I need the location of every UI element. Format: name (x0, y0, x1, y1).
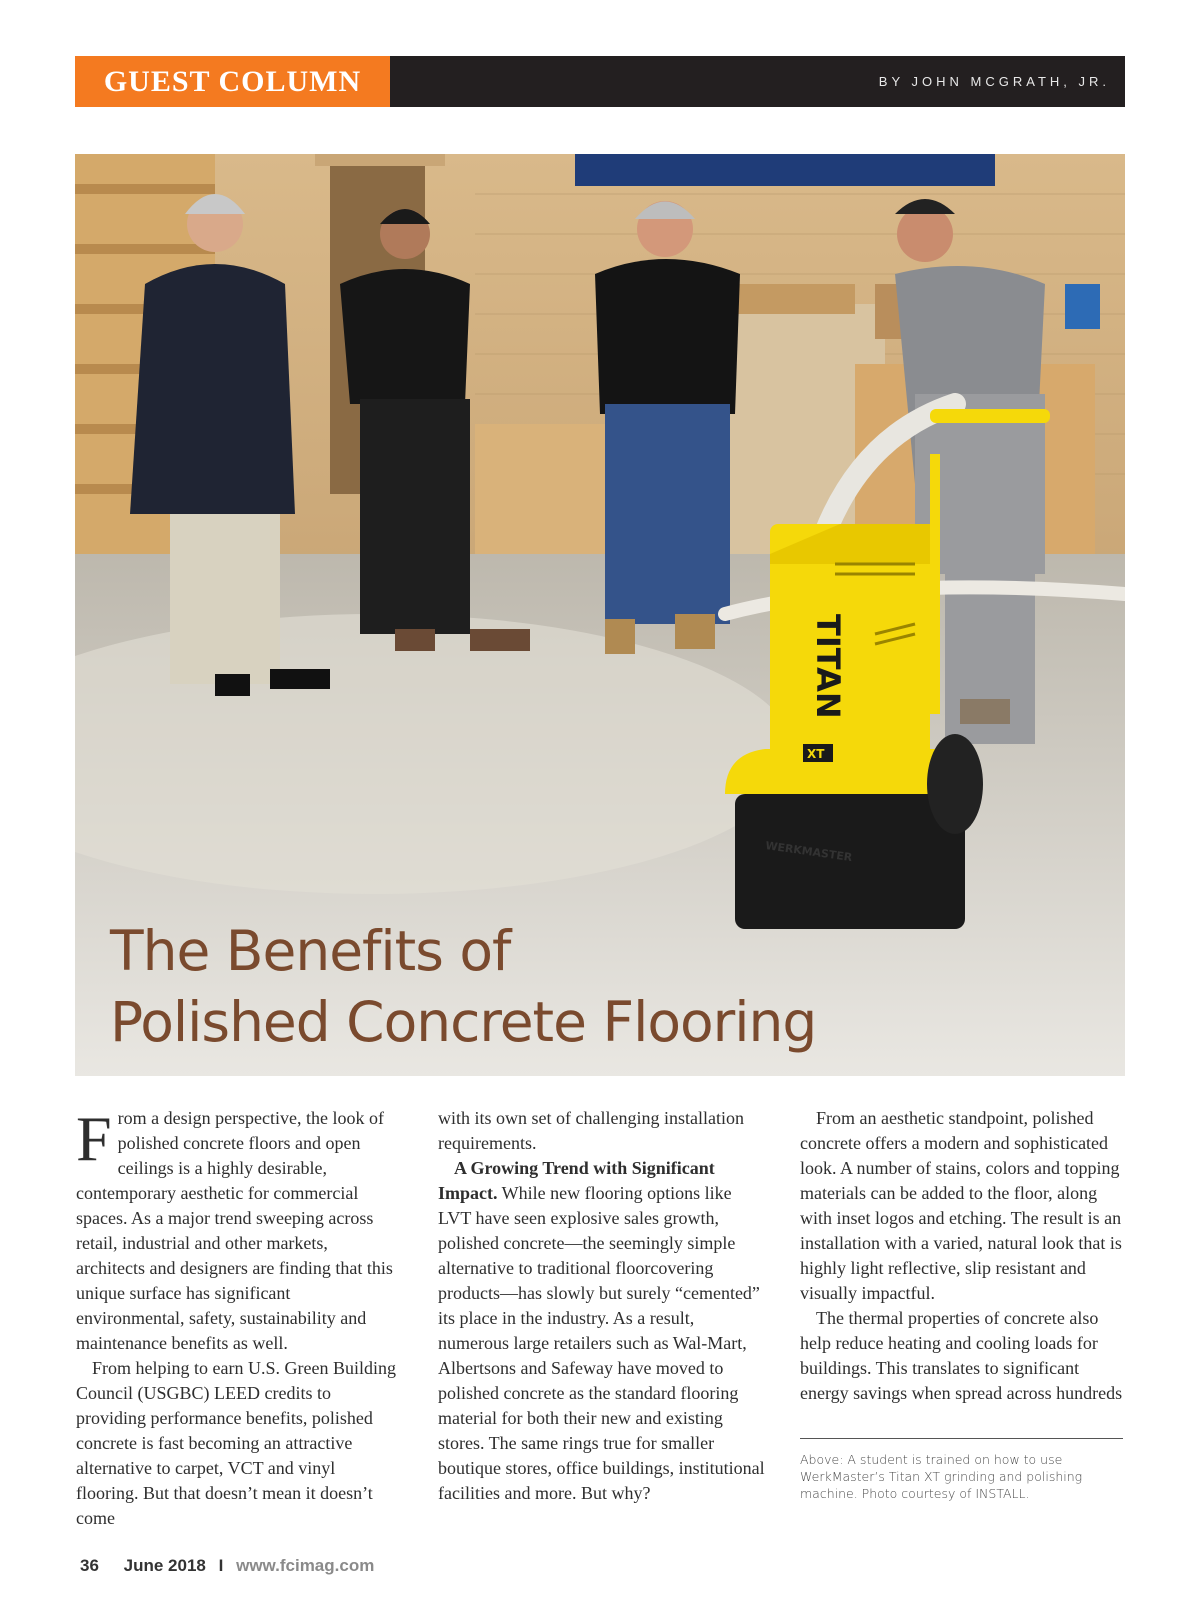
footer-separator: I (218, 1556, 224, 1575)
section-tag: GUEST COLUMN (75, 56, 390, 107)
feature-photo (75, 154, 1125, 1076)
caption-divider (800, 1438, 1123, 1439)
paragraph: From an aesthetic standpoint, polished concrete offers a modern and sophisticated look. A number of stains, colors and topping materials can be added to the floor, along with inset logos and etching. The result is an installation with a varied, natural look that is highly light reflective, slip resistant and visually impactful. (800, 1108, 1122, 1303)
article-column-2 (438, 1106, 768, 1506)
photo-illustration (75, 154, 1125, 1076)
headline-line-2: Polished Concrete Flooring (110, 990, 817, 1054)
paragraph-text: rom a design perspective, the look of polished concrete floors and open ceilings is a highly desirable, contemporary aesthetic for commercial spaces. As a major trend sweeping across retail, industrial and other markets, architects and designers are finding that this unique surface has significant environmental, safety, sustainability and maintenance benefits as well. (76, 1108, 393, 1353)
photo-caption: Above: A student is trained on how to use WerkMaster’s Titan XT grinding and polishing machine. Photo courtesy of INSTALL. (800, 1452, 1083, 1501)
page-footer (80, 1556, 374, 1576)
paragraph: The thermal properties of concrete also help reduce heating and cooling loads for buildings. This translates to significant energy savings when spread across hundreds (800, 1308, 1123, 1403)
article-column-3 (800, 1106, 1125, 1406)
paragraph-text: While new flooring options like LVT have seen explosive sales growth, polished concrete—the seemingly simple alternative to traditional floorcovering products—has slowly but surely “cemented” its place in the industry. As a result, numerous large retailers such as Wal-Mart, Albertsons and Safeway have moved to polished concrete as the standard flooring material for both their new and existing stores. The same rings true for smaller boutique stores, office buildings, institutional facilities and more. But why? (438, 1183, 765, 1503)
paragraph (438, 1156, 768, 1506)
website-link[interactable]: www.fcimag.com (236, 1556, 375, 1575)
drop-cap: F (76, 1103, 112, 1174)
page-number: 36 (80, 1556, 99, 1575)
article-column-1 (76, 1103, 401, 1531)
headline-line-1: The Benefits of (110, 919, 511, 983)
machine-model-label: XT (807, 747, 825, 761)
paragraph: with its own set of challenging installation requirements. (438, 1108, 744, 1153)
byline: BY JOHN MCGRATH, JR. (878, 74, 1110, 89)
article-headline (110, 916, 816, 1058)
machine-brand-label: TITAN (809, 614, 847, 719)
paragraph (76, 1103, 401, 1356)
paragraph: From helping to earn U.S. Green Building Council (USGBC) LEED credits to providing performance benefits, polished concrete is fast becoming an attractive alternative to carpet, VCT and vinyl flooring. But that doesn’t mean it doesn’t come (76, 1358, 396, 1528)
section-subhead: A Growing Trend with Significant Impact. (438, 1158, 715, 1203)
machine-maker-label: WERKMASTER (764, 839, 854, 865)
issue-date: June 2018 (123, 1556, 206, 1575)
